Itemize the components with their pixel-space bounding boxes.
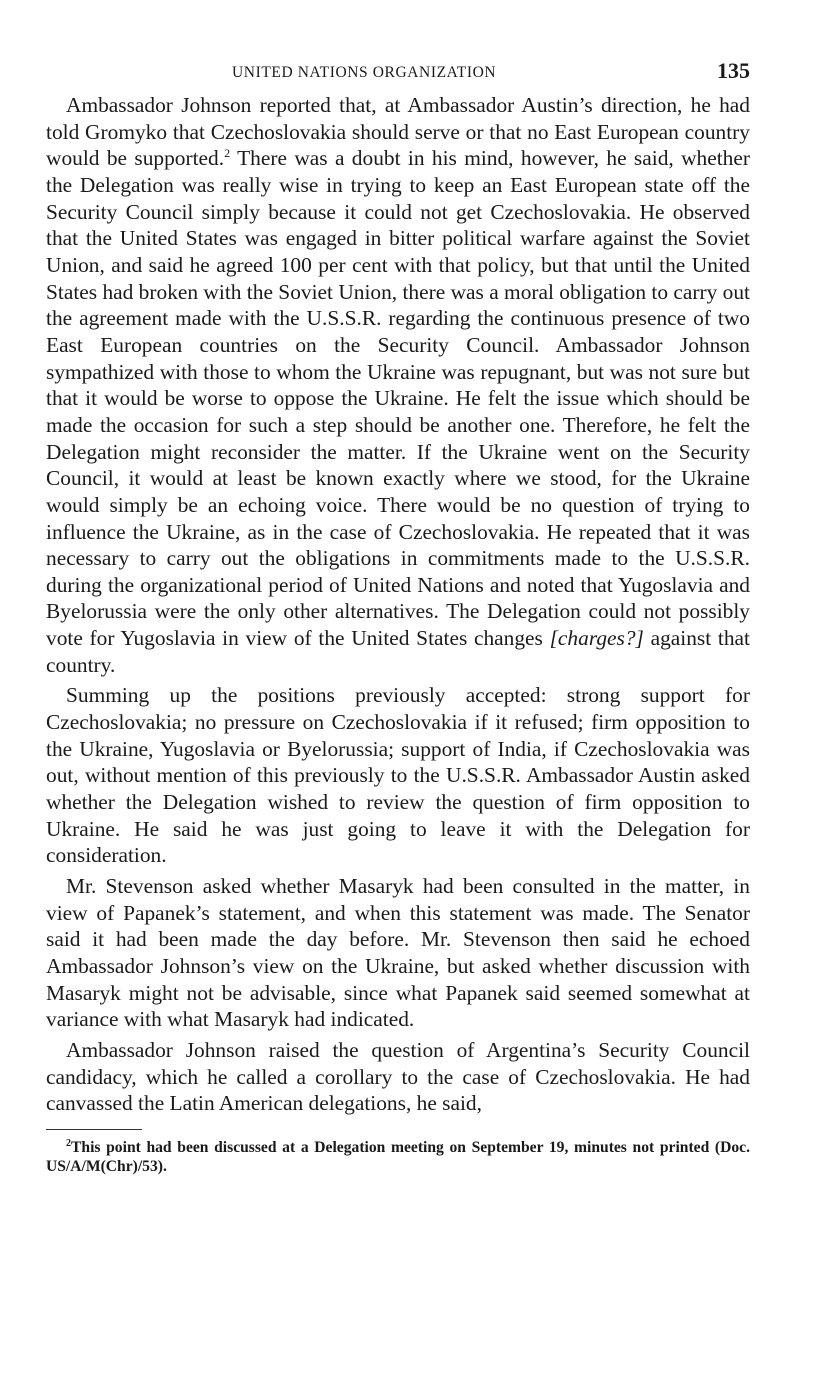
paragraph-1	[46, 92, 750, 678]
running-title: UNITED NATIONS ORGANIZATION	[232, 64, 497, 81]
page-number: 135	[717, 58, 750, 83]
footnote-marker: 2	[66, 1137, 71, 1149]
editorial-insertion: [charges?]	[549, 626, 644, 651]
paragraph-1-part-1: Ambassador Johnson reported that, at Ambassador Austin’s direction, he had told Gromyko that Czechoslovakia should serve or that no East European country would be supported.	[46, 93, 750, 171]
running-header	[46, 58, 750, 92]
footnote	[46, 1138, 750, 1176]
footnote-reference: 2	[224, 146, 231, 161]
footnote-text: This point had been discussed at a Delegation meeting on September 19, minutes not printed (Doc. US/A/M(Chr)/53).	[46, 1138, 750, 1175]
paragraph-4: Ambassador Johnson raised the question of Argentina’s Security Council candidacy, which he called a corollary to the case of Czechoslovakia. He had canvassed the Latin American delegations, he said,	[46, 1037, 750, 1116]
paragraph-3: Mr. Stevenson asked whether Masaryk had been consulted in the matter, in view of Papanek’s statement, and when this statement was made. The Senator said it had been made the day before. Mr. Stevenson then said he echoed Ambassador Johnson’s view on the Ukraine, but asked whether discussion with Masaryk might not be advisable, since what Papanek said seemed somewhat at variance with what Masaryk had indicated.	[46, 874, 750, 1032]
paragraph-2: Summing up the positions previously accepted: strong support for Czechoslovakia; no pressure on Czechoslovakia if it refused; firm opposition to the Ukraine, Yugoslavia or Byelorussia; support of India, if Czechoslovakia was out, without mention of this previously to the U.S.S.R. Ambassador Austin asked whether the Delegation wished to review the question of firm opposition to Ukraine. He said he was just going to leave it with the Delegation for consideration.	[46, 683, 750, 868]
body-text	[46, 92, 750, 1117]
document-page	[46, 58, 750, 1176]
paragraph-1-part-2: There was a doubt in his mind, however, he said, whether the Delegation was really wise in trying to keep an East European state off the Security Council simply because it could not get Czechoslovakia. He observed that the United States was engaged in bitter political warfare against the Soviet Union, and said he agreed 100 per cent with that policy, but that until the United States had broken with the Soviet Union, there was a moral obligation to carry out the agreement made with the U.S.S.R. regarding the continuous presence of two East European countries on the Security Council. Ambassador Johnson sympathized with those to whom the Ukraine was repugnant, but was not sure but that it would be worse to oppose the Ukraine. He felt the issue which should be made the occasion for such a step should be another one. Therefore, he felt the Delegation might reconsider the matter. If the Ukraine went on the Security Council, it would at least be known exactly where we stood, for the Ukraine would simply be an echoing voice. There would be no question of trying to influence the Ukraine, as in the case of Czechoslovakia. He repeated that it was necessary to carry out the obligations in commitments made to the U.S.S.R. during the organizational period of United Nations and noted that Yugoslavia and Byelorussia were the only other alternatives. The Delegation could not possibly vote for Yugoslavia in view of the United States changes	[46, 146, 750, 651]
footnote-divider	[46, 1129, 142, 1130]
paragraph-1-part-3: against that country.	[46, 626, 750, 677]
